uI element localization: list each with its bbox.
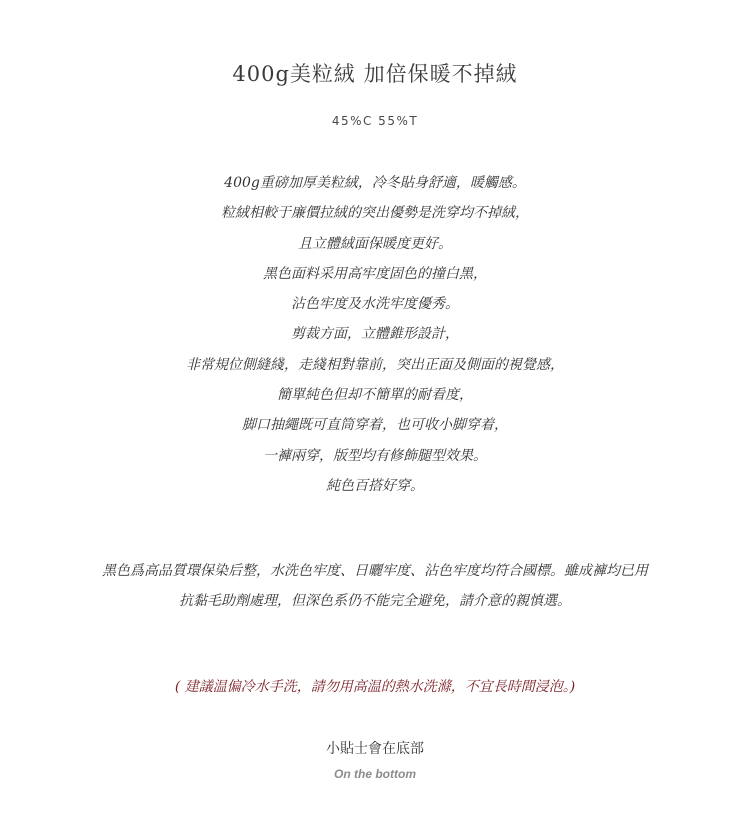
dye-note-line: 黑色爲高品質環保染后整，水洗色牢度、日曬牢度、沾色牢度均符合國標。雖成褲均已用	[102, 563, 648, 579]
description-line: 且立體絨面保暖度更好。	[298, 235, 452, 252]
wash-instruction: ( 建議温偏冷水手洗，請勿用高温的熱水洗滌，不宜長時間浸泡。)	[174, 679, 576, 695]
description-line: 黑色面料采用高牢度固色的撞白黑，	[263, 265, 487, 282]
page-title: 400g美粒絨 加倍保暖不掉絨	[232, 62, 518, 86]
description-line: 粒絨相較于廉價拉絨的突出優勢是洗穿均不掉絨，	[221, 205, 529, 222]
description-line: 剪裁方面，立體錐形設計，	[291, 326, 459, 343]
dye-note-line: 抗黏毛助劑處理，但深色系仍不能完全避免，請介意的親慎選。	[179, 593, 571, 609]
description-line: 400g重磅加厚美粒絨，冷冬貼身舒適，暖觸感。	[224, 175, 526, 191]
description-line: 純色百搭好穿。	[326, 477, 424, 494]
description-line: 一褲兩穿，版型均有修飾腿型效果。	[263, 447, 487, 464]
description-line: 脚口抽繩既可直筒穿着，也可收小脚穿着，	[242, 417, 508, 434]
fabric-composition: 45%C 55%T	[331, 114, 419, 128]
description-line: 非常規位側縫綫，走綫相對靠前，突出正面及側面的視覺感，	[186, 356, 564, 373]
description-line: 沾色牢度及水洗牢度優秀。	[291, 296, 459, 313]
dye-note-block	[0, 556, 750, 616]
tips-label: 小貼士會在底部	[326, 741, 424, 757]
description-line: 簡單純色但却不簡單的耐看度，	[277, 387, 473, 404]
description-block	[0, 168, 750, 501]
tips-label-en: On the bottom	[334, 767, 416, 781]
